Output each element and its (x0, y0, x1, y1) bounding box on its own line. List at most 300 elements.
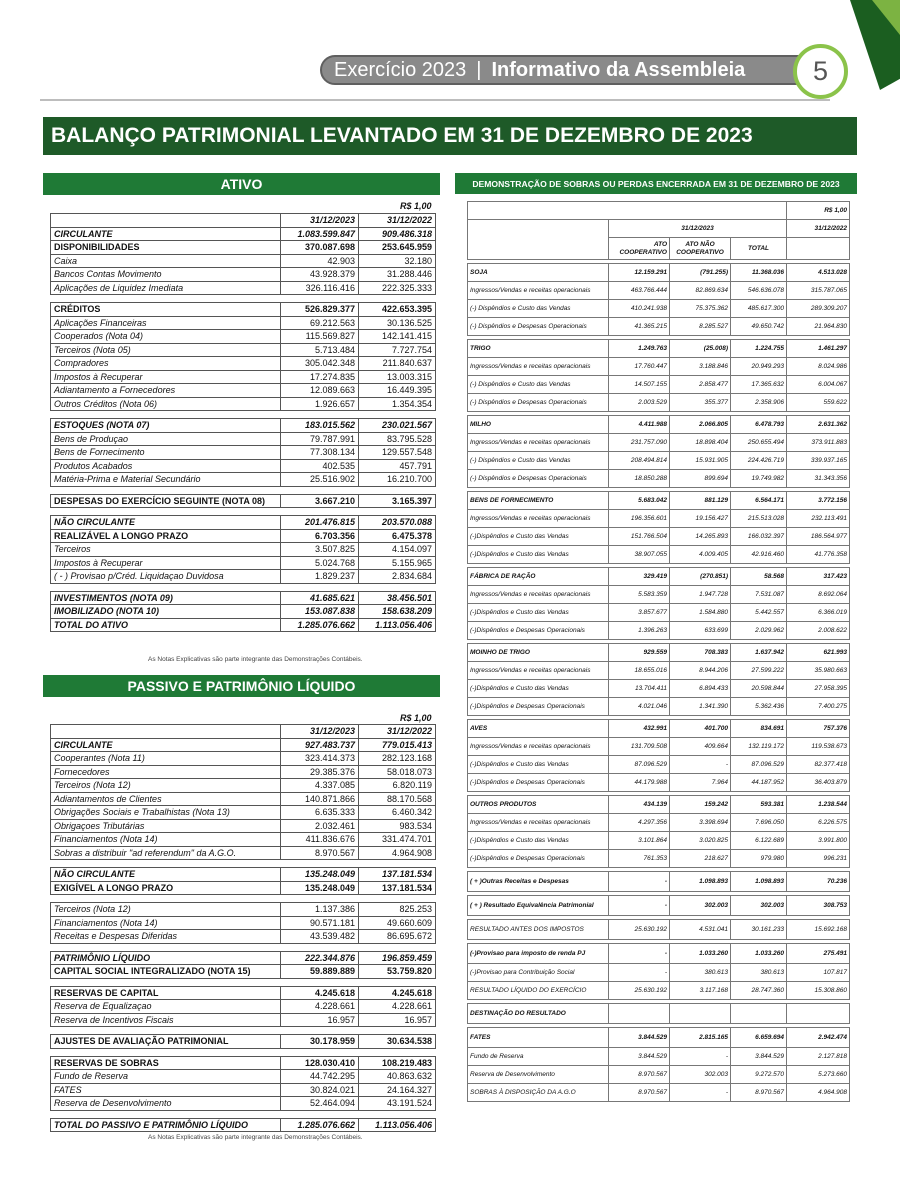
passivo-row-label: Fornecedores (51, 765, 281, 779)
dsp-row (468, 264, 850, 282)
dsp-row-label: Ingressos/Vendas e receitas operacionais (468, 434, 609, 452)
dsp-row-2022: 6.004.067 (787, 376, 850, 394)
dsp-row (468, 622, 850, 640)
dsp-row-2022: 232.113.491 (787, 510, 850, 528)
ativo-row (51, 529, 436, 543)
passivo-row (51, 986, 436, 1000)
dsp-row-ato-nao: 2.858.477 (670, 376, 731, 394)
passivo-row-label: Financiamentos (Nota 14) (51, 916, 281, 930)
ativo-row (51, 227, 436, 241)
dsp-row-total: 2.358.906 (731, 394, 787, 412)
passivo-header-blank (51, 725, 281, 739)
passivo-row-label: Sobras a distribuir "ad referendum" da A.G.O. (51, 846, 281, 860)
passivo-row-2022: 4.964.908 (359, 846, 436, 860)
header-rule (40, 99, 830, 101)
dsp-row-ato-nao: 7.964 (670, 774, 731, 792)
passivo-row-2022: 86.695.672 (359, 930, 436, 944)
dsp-row-2022: 41.776.358 (787, 546, 850, 564)
passivo-row (51, 792, 436, 806)
ativo-row-label: Bancos Contas Movimento (51, 268, 281, 282)
dsp-row-2022: 289.309.207 (787, 300, 850, 318)
ativo-row-2023: 3.667.210 (281, 494, 359, 508)
ativo-row-label: DISPONIBILIDADES (51, 241, 281, 255)
dsp-row-total: 215.513.028 (731, 510, 787, 528)
dsp-row (468, 896, 850, 916)
dsp-row-ato: - (609, 872, 670, 892)
dsp-row-2022: 757.376 (787, 720, 850, 738)
passivo-row (51, 1056, 436, 1070)
ativo-row-2022: 222.325.333 (359, 281, 436, 295)
ativo-row-2023: 183.015.562 (281, 419, 359, 433)
dsp-row-total: 7.531.087 (731, 586, 787, 604)
ativo-row (51, 343, 436, 357)
dsp-row-2022: 4.513.028 (787, 264, 850, 282)
passivo-row-2023: 29.385.376 (281, 765, 359, 779)
dsp-row-total: 20.598.844 (731, 680, 787, 698)
dsp-row-2022: 70.236 (787, 872, 850, 892)
dsp-row (468, 546, 850, 564)
ativo-row-label: Aplicações Financeiras (51, 316, 281, 330)
dsp-row-ato: 410.241.938 (609, 300, 670, 318)
dsp-row-ato-nao: (270.851) (670, 568, 731, 586)
dsp-row-total: 58.568 (731, 568, 787, 586)
dsp-row-total: 834.691 (731, 720, 787, 738)
ativo-row-2022: 16.449.395 (359, 384, 436, 398)
ativo-row-2022: 2.834.684 (359, 570, 436, 584)
ativo-row-label: Terceiros (51, 543, 281, 557)
dsp-row-ato-nao: 82.869.634 (670, 282, 731, 300)
dsp-row (468, 358, 850, 376)
dsp-row (468, 698, 850, 716)
dsp-row-2022: 6.226.575 (787, 814, 850, 832)
ativo-row-label: Bens de Produçao (51, 432, 281, 446)
ativo-row-2022: 158.638.209 (359, 605, 436, 619)
passivo-row-label: Obrigaçoes Tributárias (51, 819, 281, 833)
dsp-row-label: MOINHO DE TRIGO (468, 644, 609, 662)
dsp-row-ato: 929.559 (609, 644, 670, 662)
dsp-row (468, 528, 850, 546)
ativo-row-2022: 5.155.965 (359, 556, 436, 570)
ativo-row-2022: 230.021.567 (359, 419, 436, 433)
dsp-row-total: 6.659.694 (731, 1028, 787, 1048)
dsp-row-2022: 107.817 (787, 964, 850, 982)
dsp-row-label: ( + ) Resultado Equivalência Patrimonial (468, 896, 609, 916)
dsp-row-ato-nao: 4.531.041 (670, 920, 731, 940)
dsp-row-label: (-)Dispêndios e Custo das Vendas (468, 528, 609, 546)
ativo-row-2023: 43.928.379 (281, 268, 359, 282)
ativo-row-2022: 422.653.395 (359, 303, 436, 317)
dsp-row-ato-nao: 1.033.260 (670, 944, 731, 964)
ativo-unit: R$ 1,00 (400, 201, 432, 211)
dsp-row-ato-nao: 401.700 (670, 720, 731, 738)
ativo-row (51, 570, 436, 584)
dsp-row-total: 49.650.742 (731, 318, 787, 336)
dsp-col-total: TOTAL (731, 238, 787, 260)
passivo-row-2023: 1.285.076.662 (281, 1118, 359, 1132)
passivo-row-2023: 90.571.181 (281, 916, 359, 930)
dsp-row-2022: 308.753 (787, 896, 850, 916)
dsp-row-ato-nao: 2.066.805 (670, 416, 731, 434)
dsp-row-label: (-)Dispêndios e Despesas Operacionais (468, 774, 609, 792)
dsp-row-ato-nao: 881.129 (670, 492, 731, 510)
ativo-row-2022: 457.791 (359, 459, 436, 473)
ativo-row-label: DESPESAS DO EXERCÍCIO SEGUINTE (NOTA 08) (51, 494, 281, 508)
dsp-row-total: 302.003 (731, 896, 787, 916)
ativo-row-2023: 1.926.657 (281, 397, 359, 411)
dsp-row-ato-nao: 2.815.165 (670, 1028, 731, 1048)
dsp-row-label: TRIGO (468, 340, 609, 358)
ativo-table (50, 213, 436, 632)
passivo-row (51, 738, 436, 752)
passivo-row-2023: 323.414.373 (281, 752, 359, 766)
ativo-row-2023: 526.829.377 (281, 303, 359, 317)
dsp-row (468, 774, 850, 792)
dsp-row-2022: 31.343.356 (787, 470, 850, 488)
ativo-note: As Notas Explicativas são parte integrante das Demonstrações Contábeis. (148, 656, 363, 663)
dsp-row-2022: 7.400.275 (787, 698, 850, 716)
dsp-row (468, 586, 850, 604)
passivo-row (51, 868, 436, 882)
dsp-row (468, 720, 850, 738)
passivo-row-2022: 40.863.632 (359, 1070, 436, 1084)
dsp-row-ato: 761.353 (609, 850, 670, 868)
ativo-row-2022: 129.557.548 (359, 446, 436, 460)
dsp-title: DEMONSTRAÇÃO DE SOBRAS OU PERDAS ENCERRADA EM 31 DE DEZEMBRO DE 2023 (455, 173, 857, 194)
passivo-row-2023: 4.337.085 (281, 779, 359, 793)
dsp-row-ato-nao: 3.020.825 (670, 832, 731, 850)
passivo-row-2023: 927.483.737 (281, 738, 359, 752)
dsp-row-label: AVES (468, 720, 609, 738)
dsp-row-total: 20.949.293 (731, 358, 787, 376)
passivo-row-2022: 779.015.413 (359, 738, 436, 752)
dsp-row-ato: 4.411.988 (609, 416, 670, 434)
dsp-row (468, 756, 850, 774)
passivo-row-label: RESERVAS DE CAPITAL (51, 986, 281, 1000)
passivo-row-label: Adiantamentos de Clientes (51, 792, 281, 806)
ativo-row-label: ( - ) Provisao p/Créd. Liquidaçao Duvidosa (51, 570, 281, 584)
ativo-row (51, 556, 436, 570)
dsp-row-label: DESTINAÇÃO DO RESULTADO (468, 1004, 609, 1024)
ativo-row-label: Matéria-Prima e Material Secundário (51, 473, 281, 487)
dsp-row-total: 6.478.793 (731, 416, 787, 434)
dsp-row-ato-nao: 302.003 (670, 1066, 731, 1084)
dsp-row-ato: 434.139 (609, 796, 670, 814)
dsp-row-ato-nao: 3.398.694 (670, 814, 731, 832)
ativo-col-2022: 31/12/2022 (359, 214, 436, 228)
passivo-row-label: CAPITAL SOCIAL INTEGRALIZADO (NOTA 15) (51, 965, 281, 979)
dsp-row-total: 546.636.078 (731, 282, 787, 300)
dsp-row-ato: 8.970.567 (609, 1066, 670, 1084)
passivo-row (51, 916, 436, 930)
dsp-row-total: 2.029.962 (731, 622, 787, 640)
passivo-row (51, 1013, 436, 1027)
dsp-row-label: ( + )Outras Receitas e Despesas (468, 872, 609, 892)
dsp-row-2022: 996.231 (787, 850, 850, 868)
passivo-row (51, 965, 436, 979)
dsp-row-total: 28.747.360 (731, 982, 787, 1000)
passivo-row-2022: 53.759.820 (359, 965, 436, 979)
ativo-row-2023: 1.083.599.847 (281, 227, 359, 241)
dsp-row-2022: 275.491 (787, 944, 850, 964)
dsp-row-2022: 2.631.362 (787, 416, 850, 434)
passivo-row-label: Reserva de Equalizaçao (51, 1000, 281, 1014)
dsp-row-2022: 1.461.297 (787, 340, 850, 358)
passivo-title: PASSIVO E PATRIMÔNIO LÍQUIDO (43, 675, 440, 697)
ativo-row-2022: 7.727.754 (359, 343, 436, 357)
dsp-row-label: (-)Dispêndios e Custo das Vendas (468, 832, 609, 850)
passivo-row-label: Terceiros (Nota 12) (51, 779, 281, 793)
passivo-row-label: FATES (51, 1083, 281, 1097)
dsp-row-total: 250.655.494 (731, 434, 787, 452)
dsp-row-ato-nao: 380.613 (670, 964, 731, 982)
ativo-row (51, 543, 436, 557)
dsp-row-label: Ingressos/Vendas e receitas operacionais (468, 586, 609, 604)
passivo-row (51, 1035, 436, 1049)
passivo-row-2023: 135.248.049 (281, 868, 359, 882)
dsp-row-ato: 432.991 (609, 720, 670, 738)
ativo-row-2023: 402.535 (281, 459, 359, 473)
dsp-row-total: 593.381 (731, 796, 787, 814)
passivo-row (51, 846, 436, 860)
passivo-row-2023: 16.957 (281, 1013, 359, 1027)
dsp-row-ato-nao: 899.694 (670, 470, 731, 488)
dsp-row (468, 568, 850, 586)
ativo-row-label: Aplicações de Liquidez Imediata (51, 281, 281, 295)
passivo-row-2023: 128.030.410 (281, 1056, 359, 1070)
ativo-row-2022: 4.154.097 (359, 543, 436, 557)
passivo-row-label: Cooperantes (Nota 11) (51, 752, 281, 766)
dsp-row-ato (609, 1004, 670, 1024)
ativo-row-2023: 5.024.768 (281, 556, 359, 570)
dsp-row-label: Ingressos/Vendas e receitas operacionais (468, 814, 609, 832)
dsp-row-ato-nao: 1.584.880 (670, 604, 731, 622)
dsp-row-total: 27.599.222 (731, 662, 787, 680)
passivo-row (51, 1097, 436, 1111)
ativo-row-label: Outros Créditos (Nota 06) (51, 397, 281, 411)
dsp-row-2022: 339.937.165 (787, 452, 850, 470)
dsp-row-label: (-) Dispêndios e Despesas Operacionais (468, 394, 609, 412)
ativo-title: ATIVO (43, 173, 440, 195)
dsp-row-label: (-) Dispêndios e Custo das Vendas (468, 300, 609, 318)
dsp-row-ato: 5.583.359 (609, 586, 670, 604)
dsp-row-label: SOBRAS À DISPOSIÇÃO DA A.G.O (468, 1084, 609, 1102)
ativo-row-2023: 17.274.835 (281, 370, 359, 384)
passivo-row-2023: 8.970.567 (281, 846, 359, 860)
dsp-row (468, 318, 850, 336)
dsp-row (468, 340, 850, 358)
passivo-row-2022: 196.859.459 (359, 951, 436, 965)
passivo-col-2023: 31/12/2023 (281, 725, 359, 739)
dsp-row-2022: 5.273.660 (787, 1066, 850, 1084)
dsp-col-ato: ATO COOPERATIVO (609, 238, 670, 260)
dsp-row-ato-nao (670, 1004, 731, 1024)
dsp-row-ato: 3.844.529 (609, 1028, 670, 1048)
ativo-row (51, 357, 436, 371)
dsp-row (468, 662, 850, 680)
dsp-row (468, 850, 850, 868)
ativo-row-2022: 32.180 (359, 254, 436, 268)
passivo-row-2023: 43.539.482 (281, 930, 359, 944)
exercise-label: Exercício 2023 (334, 58, 467, 81)
passivo-row (51, 881, 436, 895)
dsp-row-ato: 17.760.447 (609, 358, 670, 376)
passivo-row (51, 930, 436, 944)
dsp-row-label: (-) Dispêndios e Despesas Operacionais (468, 470, 609, 488)
ativo-row-2023: 1.285.076.662 (281, 618, 359, 632)
ativo-row (51, 241, 436, 255)
dsp-row-label: Fundo de Reserva (468, 1048, 609, 1066)
ativo-row-2023: 41.685.621 (281, 591, 359, 605)
dsp-row-label: (-)Dispêndios e Custo das Vendas (468, 604, 609, 622)
ativo-row (51, 591, 436, 605)
dsp-row-2022: 1.238.544 (787, 796, 850, 814)
dsp-row-ato: - (609, 944, 670, 964)
dsp-row-total: 7.696.050 (731, 814, 787, 832)
dsp-row-total: 44.187.952 (731, 774, 787, 792)
dsp-row-label: Ingressos/Vendas e receitas operacionais (468, 282, 609, 300)
dsp-row-total: 30.161.233 (731, 920, 787, 940)
dsp-row-ato: 1.249.763 (609, 340, 670, 358)
dsp-row-label: Ingressos/Vendas e receitas operacionais (468, 662, 609, 680)
passivo-row (51, 1083, 436, 1097)
dsp-row-label: RESULTADO ANTES DOS IMPOSTOS (468, 920, 609, 940)
dsp-row-label: (-) Dispêndios e Custo das Vendas (468, 452, 609, 470)
passivo-row-2022: 4.228.661 (359, 1000, 436, 1014)
passivo-row-2022: 282.123.168 (359, 752, 436, 766)
dsp-row-ato-nao: 159.242 (670, 796, 731, 814)
dsp-row-total: 132.119.172 (731, 738, 787, 756)
passivo-row (51, 1070, 436, 1084)
dsp-row-label: FATES (468, 1028, 609, 1048)
dsp-row-total: 1.637.942 (731, 644, 787, 662)
ativo-row (51, 397, 436, 411)
dsp-row-2022: 2.008.622 (787, 622, 850, 640)
dsp-row-ato-nao: 8.944.206 (670, 662, 731, 680)
ativo-row-2022: 6.475.378 (359, 529, 436, 543)
dsp-row (468, 470, 850, 488)
passivo-row-label: Reserva de Desenvolvimento (51, 1097, 281, 1111)
passivo-row (51, 806, 436, 820)
dsp-row-ato: 3.857.677 (609, 604, 670, 622)
dsp-row-ato-nao: 218.627 (670, 850, 731, 868)
ativo-row-label: REALIZÁVEL A LONGO PRAZO (51, 529, 281, 543)
dsp-row-ato-nao: 1.341.390 (670, 698, 731, 716)
ativo-row (51, 419, 436, 433)
dsp-row-2022: 21.964.830 (787, 318, 850, 336)
dsp-row-2022: 317.423 (787, 568, 850, 586)
dsp-row-ato: 25.630.192 (609, 920, 670, 940)
ativo-row (51, 459, 436, 473)
passivo-row-2022: 24.164.327 (359, 1083, 436, 1097)
dsp-row-ato-nao: 302.003 (670, 896, 731, 916)
ativo-row-2022: 3.165.397 (359, 494, 436, 508)
dsp-row-ato: 2.003.529 (609, 394, 670, 412)
dsp-row-label: (-)Dispêndios e Despesas Operacionais (468, 850, 609, 868)
dsp-row-total: 224.426.719 (731, 452, 787, 470)
ativo-row-2023: 201.476.815 (281, 516, 359, 530)
ativo-row-label: IMOBILIZADO (NOTA 10) (51, 605, 281, 619)
dsp-row-ato: 1.396.263 (609, 622, 670, 640)
dsp-row (468, 452, 850, 470)
dsp-row-total: 380.613 (731, 964, 787, 982)
dsp-row-label: (-)Dispêndios e Despesas Operacionais (468, 698, 609, 716)
header-banner (320, 55, 800, 85)
dsp-row-total: 485.617.300 (731, 300, 787, 318)
passivo-table (50, 724, 436, 1132)
ativo-row-label: CIRCULANTE (51, 227, 281, 241)
dsp-row-ato: 131.709.508 (609, 738, 670, 756)
dsp-period-2023: 31/12/2023 (609, 220, 787, 238)
dsp-row (468, 680, 850, 698)
dsp-row-2022: 8.024.986 (787, 358, 850, 376)
dsp-row (468, 832, 850, 850)
dsp-row (468, 1028, 850, 1048)
dsp-row-ato-nao: 18.898.404 (670, 434, 731, 452)
dsp-row-label: (-)Dispêndios e Custo das Vendas (468, 546, 609, 564)
passivo-row-2022: 58.018.073 (359, 765, 436, 779)
dsp-row-total: 979.980 (731, 850, 787, 868)
dsp-row (468, 510, 850, 528)
passivo-row-2023: 1.137.386 (281, 903, 359, 917)
passivo-row-2022: 1.113.056.406 (359, 1118, 436, 1132)
passivo-row-label: AJUSTES DE AVALIAÇÃO PATRIMONIAL (51, 1035, 281, 1049)
ativo-row (51, 268, 436, 282)
dsp-period-2022: 31/12/2022 (787, 220, 850, 238)
dsp-row-ato-nao: 3.188.846 (670, 358, 731, 376)
dsp-row (468, 644, 850, 662)
dsp-row (468, 1004, 850, 1024)
passivo-row (51, 833, 436, 847)
dsp-row-total: 5.442.557 (731, 604, 787, 622)
dsp-row (468, 416, 850, 434)
passivo-row-2022: 331.474.701 (359, 833, 436, 847)
dsp-row-ato: 41.365.215 (609, 318, 670, 336)
dsp-row-label: RESULTADO LÍQUIDO DO EXERCÍCIO (468, 982, 609, 1000)
ativo-row (51, 432, 436, 446)
ativo-row (51, 494, 436, 508)
dsp-row-2022: 621.993 (787, 644, 850, 662)
passivo-row (51, 1118, 436, 1132)
ativo-row-label: Produtos Acabados (51, 459, 281, 473)
passivo-row-label: Obrigações Sociais e Trabalhistas (Nota 13) (51, 806, 281, 820)
ativo-row-2022: 142.141.415 (359, 330, 436, 344)
dsp-row-label: (-) Dispêndios e Despesas Operacionais (468, 318, 609, 336)
passivo-row-2022: 88.170.568 (359, 792, 436, 806)
ativo-row (51, 618, 436, 632)
passivo-row-2022: 30.634.538 (359, 1035, 436, 1049)
passivo-row-2023: 44.742.295 (281, 1070, 359, 1084)
dsp-row-ato: 8.970.567 (609, 1084, 670, 1102)
dsp-row-2022: 315.787.065 (787, 282, 850, 300)
ativo-row-2023: 77.308.134 (281, 446, 359, 460)
dsp-row-2022: 82.377.418 (787, 756, 850, 774)
dsp-row-ato: - (609, 896, 670, 916)
dsp-row-2022: 27.958.395 (787, 680, 850, 698)
ativo-row-2022: 83.795.528 (359, 432, 436, 446)
dsp-row-ato: - (609, 964, 670, 982)
ativo-row-2023: 370.087.698 (281, 241, 359, 255)
ativo-row-2022: 1.354.354 (359, 397, 436, 411)
dsp-row (468, 376, 850, 394)
dsp-row-ato-nao: 409.664 (670, 738, 731, 756)
dsp-row-total: 8.970.567 (731, 1084, 787, 1102)
passivo-row (51, 819, 436, 833)
dsp-row-label: FÁBRICA DE RAÇÃO (468, 568, 609, 586)
ativo-row (51, 384, 436, 398)
passivo-row (51, 752, 436, 766)
dsp-row-ato-nao: (25.008) (670, 340, 731, 358)
passivo-row-2023: 140.871.866 (281, 792, 359, 806)
